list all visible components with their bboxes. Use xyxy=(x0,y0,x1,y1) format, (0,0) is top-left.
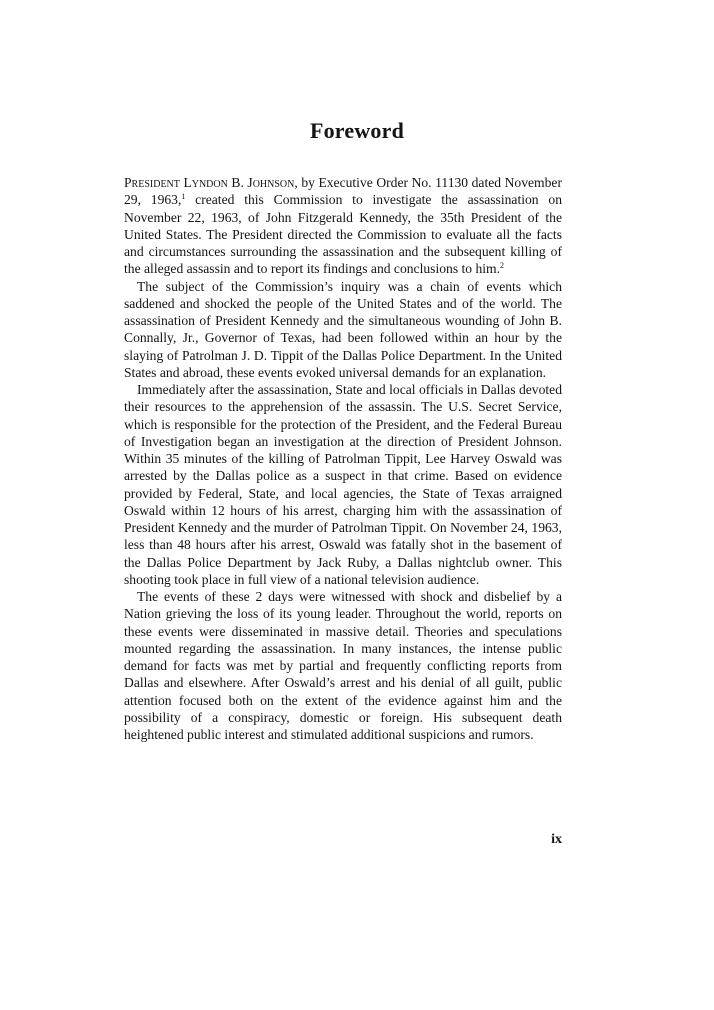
lead-title: President xyxy=(124,175,180,190)
page-number: ix xyxy=(551,832,562,847)
paragraph-4: The events of these 2 days were witnessed with shock and disbelief by a Nation grieving the loss of its young leader. Throughout the world, reports on these events were disseminated in massive detail. Theories and speculations mounted regarding the assassination. In many instances, the intense public demand for facts was met by partial and frequently conflicting reports from Dallas and elsewhere. After Oswald’s arrest and his denial of all guilt, public attention focused both on the extent of the evidence against him and the possibility of a conspiracy, domestic or foreign. His subsequent death heightened public interest and stimulated additional suspicions and rumors. xyxy=(124,589,562,742)
lead-initial: B. xyxy=(227,175,248,190)
paragraph-1-text-a: , by Executive Order No. 11130 dated November 29, 1963, xyxy=(124,175,562,208)
lead-surname: Johnson xyxy=(247,175,295,190)
lead-name: Lyndon xyxy=(183,175,228,190)
footnote-ref-2: 2 xyxy=(500,261,505,271)
paragraph-3: Immediately after the assassination, State and local officials in Dallas devoted their resources to the apprehension of the assassin. The U.S. Secret Service, which is responsible for the protection of the President, and the Federal Bureau of Investigation began an investigation at the direction of President Johnson. Within 35 minutes of the killing of Patrolman Tippit, Lee Harvey Oswald was arrested by the Dallas police as a suspect in that crime. Based on evidence provided by Federal, State, and local agencies, the State of Texas arraigned Oswald within 12 hours of his arrest, charging him with the assassination of President Kennedy and the murder of Patrolman Tippit. On November 24, 1963, less than 48 hours after his arrest, Oswald was fatally shot in the basement of the Dallas Police Department by Jack Ruby, a Dallas nightclub owner. This shooting took place in full view of a national television audience. xyxy=(124,382,562,587)
footnote-ref-1: 1 xyxy=(181,192,186,202)
foreword-body xyxy=(124,174,562,743)
page-title: Foreword xyxy=(309,118,405,143)
paragraph-1-text-b: created this Commission to investigate the assassination on November 22, 1963, of John Fitzgerald Kennedy, the 35th President of the United States. The President directed the Commission to evaluate all the facts and circumstances surrounding the assassination and the subsequent killing of the alleged assassin and to report its findings and conclusions to him. xyxy=(124,192,562,277)
paragraph-2: The subject of the Commission’s inquiry was a chain of events which saddened and shocked the people of the United States and of the world. The assassination of President Kennedy and the simultaneous wounding of John B. Connally, Jr., Governor of Texas, had been followed within an hour by the slaying of Patrolman J. D. Tippit of the Dallas Police Department. In the United States and abroad, these events evoked universal demands for an explanation. xyxy=(124,278,562,380)
paragraph-1 xyxy=(124,174,562,278)
